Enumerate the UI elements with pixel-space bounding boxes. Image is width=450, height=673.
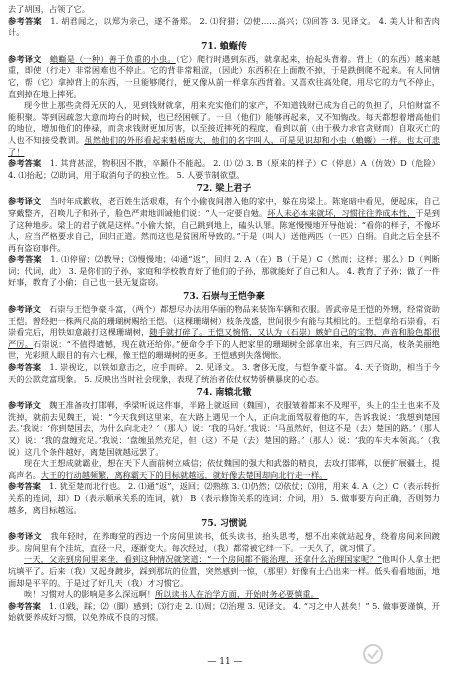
translation-74: 参考译文 魏王准备攻打邯郸，季梁听说这件事，半路上就返回（魏国），衣服皱着都来不及理平，头上的尘土也来不及洗掉，就前去见魏王，说：“今天我到这里来，在大路上遇见一个人，正向北面驾驭着他的车，告诉我说：‘我想到楚国去。’我说：‘你到楚国去，为什么向北走？’（那人）说：‘我的马好。’我说：‘马虽然好，但这不是（去）楚国的路。’（那人又）说：‘我的盘缠充足。’我说：‘盘缠虽然充足，但（这）不是（去）楚国的路。’（那人）说：‘我的车夫本领高。’（我说）这几个条件越好，离楚国就越远罢了。 (8, 400, 440, 457)
watermark-icon (362, 643, 384, 665)
translation-71-p2: 现今世上那些贪得无厌的人，见到钱财就拿，用来充实他们的家产，不知道钱财已成为自己的负担了，只怕财富不能积聚。等到因疏忽大意而垮台的时候，也已经困顿了。一旦（他们）能够再起来，又不知悔改。每天都想着增高他们的地位，增加他们的俸禄，而贪求钱财更加厉害，以至接近摔死的程度，看到以前（由于极力求官贪财而）自取灭亡的人也不知接受教训。虽然他们的外形看起来魁梧庞大，他们的名字叫人，可是见识却和小虫（蝜蝂）一样。也太可悲了！ (8, 100, 440, 157)
answer-72: 参考答案 1. ⑴停留；⑵教导；⑶慢慢地；⑷通“返”，回归 2. A（在）B（于是）C（然而；这样；那么）D（判断词；代词，此） 3. 是你们的子孙，家庭和学校教育好了他们的子孙，那就能好了自己和人。 4. 教育了子孙；做了一件好事，教育了小偷；自己也一县无复盗窃。 (8, 254, 440, 288)
answer-74: 参考答案 1. 犹至楚而北行也。 2. ⑴通“返”，返回；⑵熟练 3. ⑴仍然；⑵依仗；⑶用，用来 4. A（之）C（表示转折关系的连词，却）D（表示顺承关系的连词，就） B（表示修饰关系的连词：介词，用） 5. 做事要方向正确，否则努力越多，离目标越远。 (8, 481, 440, 515)
answer-71: 参考答案 1. 其背甚涩，物积因不散，卒踬仆不能起。 2. ⑴ ⑵ 3. B（原来的样子）C（停息）A（仿效）D（危险） 4. ⑴抬起；⑵助词，用于取消句子的独立性。 5. 人要节制欲望。 (8, 158, 440, 180)
section-heading-75: 75. 习惯说 (201, 519, 247, 530)
translation-75: 参考译文 我年轻时，在养晦堂的西边一个房间里读书，低头读书，抬头思考，想不出来就站起身，绕着房间来回踱步。房间里有个洼坑，直径一尺，逐渐变大。每次经过，（我）都常被它绊一下。一天久了，就习惯了。 (8, 531, 440, 553)
translation-75-p2: 一天，父亲到房间里来坐，看到这种情况就笑道：“一个房间都不能治理，还拿什么治理国家呢？”他叫仆人拿土把坑填平了。后来（我）又起身踱步，踩到那坑的位置，突然感到一惊，（那里）好像有土凸出来一样。低头看看地面，地面却是平平的。于是过了好几天（我）才习惯它。 (8, 554, 441, 588)
section-heading-72: 72. 梁上君子 (196, 184, 252, 195)
section-heading-71: 71. 蝜蝂传 (201, 41, 247, 52)
section-heading-74: 74. 南辕北辙 (196, 388, 252, 399)
translation-72: 参考译文 当时年成歉收，老百姓生活艰难，有个小偷夜间潜入他的家中，躲在房梁上。陈寔暗中看见，便起床，自己穿戴整齐，召唤儿子和孙子，脸色严肃地训诫他们说：“人一定要自勉。坏人未必本来就坏，习惯往往养成本性，于是到了这种地步。梁上的君子就是这样。”小偷大惊，自己跳到地上，磕头认罪。陈寔慢慢地开导他说：“看你的样子，不像坏人，应当严格要求自己，回归正道。然而这也是贫困所导致的。”于是（叫人）送他两匹（一匹）白绢。自此之后全县不再有盗窃事件。 (8, 196, 440, 253)
page-number: — 11 — (207, 657, 243, 667)
translation-74-p2: 现在大王想成就霸业，想在天下人面前树立威信；依仗魏国的强大和武器的精良，去攻打邯郸，以便扩展疆土，提高声名。大王的行动越频繁，离称霸天下的目标就越远，就好像去楚国却向北行走一样。 (8, 458, 440, 480)
translation-71: 参考译文 蝜蝂是（一种）善于负重的小虫。（它）爬行时遇到东西，就拿起来，抬起头背着。背上（的东西）越来越重，即使（行走）非常困难也不停止。它的背非常粗涩，（因此）东西积在上面散不掉，于是跌倒爬不起来。有人同情它，帮（它）拿掉背上的东西，一旦能够爬行，便又像从前一样拿东西背着。又喜欢往高处爬，用尽它的力气不停止，直到掉在地上摔死。 (8, 53, 440, 99)
watermark-logo (362, 639, 444, 669)
answer-73: 参考答案 1. 崇视讫，以铁如意击之，应手而碎。 2. 见译文。 3. 奢侈无度，与恺争豪斗富。 4. 天子资助，相当于今天的公款竞富现象。 5. 反映出当时社会现象，表现了统治者依仗权势骄横暴戾的心态。 (8, 362, 440, 384)
top-continuation: 去了胡国，占领了它。 (8, 4, 90, 14)
translation-75-p3: 唉！习惯对人的影响是多么深远啊！所以读书人在治学方面，开始时务必要慎重。 (24, 589, 319, 600)
section-heading-73: 73. 石崇与王恺争豪 (183, 292, 265, 303)
translation-73: 参考译文 石崇与王恺争豪斗富，（两个）都想尽办法用华丽的物品来装饰车辆和衣服。晋武帝是王恺的外甥，经常资助王恺。曾经把一株两尺高的珊瑚树赐给王恺。（这棵珊瑚树）枝条茂盛，世间很少有能与其相比的。王恺拿给石崇看，石崇看完后，用铁如意敲打这棵珊瑚树，随手就打碎了。王恺又惋惜，又认为（石崇）嫉妒自己的宝物，声音和脸色都很严厉。石崇说：“不值得遗憾，现在就还给你。”便命令手下的人把家里的珊瑚树全部拿出来，有三四尺高，枝条美丽绝世，光彩照人眼目的有六七棵，像王恺的珊瑚树的更多。王恺感到失落惆怅。 (8, 304, 440, 361)
top-answer: 参考答案 1. 胡君闻之，以郑为亲己，遂不备郑。 2. ⑴狩猎；⑵使……高兴；⑶回答 3. 见译文。 4. 美人计和苦肉计。 (8, 15, 440, 38)
answer-75: 参考答案 1. ⑴践，踩；⑵（脚）感到；⑶行走 2. ⑴周；⑵治理 3. 见译文。 4. “习之中人甚矣！” 5. 做事要谨慎，开始就要养成好习惯，以免养成不良的习惯。 (8, 600, 440, 623)
